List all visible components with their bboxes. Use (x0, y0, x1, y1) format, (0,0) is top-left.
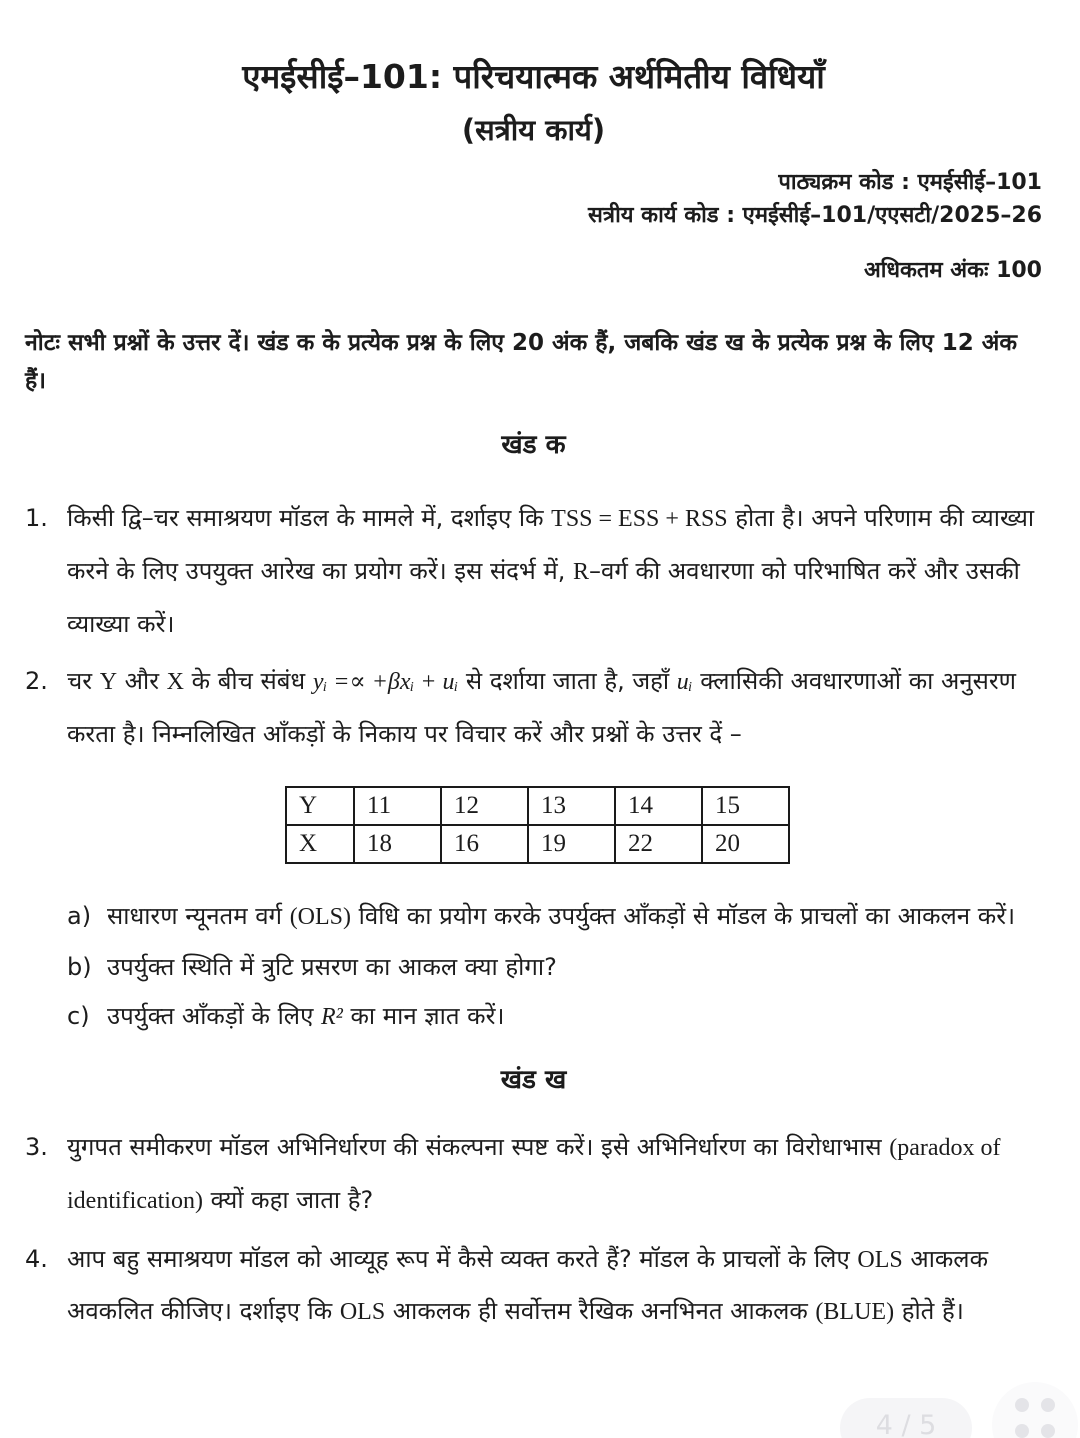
part-c-text: उपर्युक्त आँकड़ों के लिए R² का मान ज्ञात करें। (107, 1001, 505, 1030)
course-codes-block (25, 166, 1042, 232)
table-cell: 16 (441, 825, 528, 863)
section-b-heading: खंड ख (500, 1064, 567, 1095)
table-cell: 13 (528, 787, 615, 825)
data-table (285, 786, 790, 864)
question-2-part-b (67, 943, 1042, 992)
max-marks-line: अधिकतम अंकः 100 (863, 258, 1042, 284)
question-4-text: आप बहु समाश्रयण मॉडल को आव्यूह रूप में कैसे व्यक्त करते हैं? मॉडल के प्राचलों के लिए OLS आकलक अवकलित कीजिए। दर्शाइए कि OLS आकलक ही सर्वोत्तम रैखिक अनभिनत आकलक (BLUE) होते हैं। (67, 1244, 988, 1326)
question-2-part-a (67, 892, 1042, 942)
question-2-text: चर Y और X के बीच संबंध yᵢ =∝ +βxᵢ + uᵢ से दर्शाया जाता है, जहाँ uᵢ क्लासिकी अवधारणाओं का अनुसरण करता है। निम्नलिखित आँकड़ों के निकाय पर विचार करें और प्रश्नों के उत्तर दें – (67, 667, 1017, 748)
question-3-text: युगपत समीकरण मॉडल अभिनिर्धारण की संकल्पना स्पष्ट करें। इसे अभिनिर्धारण का विरोधाभास (paradox of identification) क्यों कहा जाता है? (67, 1133, 1001, 1214)
question-1-text: किसी द्वि–चर समाश्रयण मॉडल के मामले में, दर्शाइए कि TSS = ESS + RSS होता है। अपने परिणाम की व्याख्या करने के लिए उपयुक्त आरेख का प्रयोग करें। इस संदर्भ में, R–वर्ग की अवधारणा को परिभाषित करें और उसकी व्याख्या करें। (67, 504, 1035, 638)
page-title: एमईसीई–101: परिचयात्मक अर्थमितीय विधियाँ (242, 57, 825, 96)
question-1 (25, 493, 1042, 650)
section-a-heading: खंड क (501, 430, 566, 461)
grid-dots-icon (1015, 1398, 1055, 1438)
question-2-data-table-wrap (285, 786, 1042, 864)
instructions-note: नोटः सभी प्रश्नों के उत्तर दें। खंड क के प्रत्येक प्रश्न के लिए 20 अंक हैं, जबकि खंड ख के प्रत्येक प्रश्न के लिए 12 अंक हैं। (25, 330, 1018, 395)
assignment-code-line: सत्रीय कार्य कोड : एमईसीई–101/एएसटी/2025–26 (588, 203, 1042, 229)
table-cell: 12 (441, 787, 528, 825)
part-c-label: c) (67, 1001, 90, 1030)
table-cell: 19 (528, 825, 615, 863)
part-b-label: b) (67, 952, 92, 981)
page-subtitle: (सत्रीय कार्य) (461, 112, 606, 147)
table-row-y (286, 787, 789, 825)
table-cell: X (286, 825, 354, 863)
course-code-line: पाठ्यक्रम कोड : एमईसीई–101 (778, 170, 1042, 196)
question-2 (25, 656, 1042, 760)
table-cell: 15 (702, 787, 789, 825)
table-cell: 11 (354, 787, 441, 825)
table-cell: Y (286, 787, 354, 825)
question-3-number: 3. (25, 1133, 48, 1162)
table-row-x (286, 825, 789, 863)
part-a-text: साधारण न्यूनतम वर्ग (OLS) विधि का प्रयोग करके उपर्युक्त आँकड़ों से मॉडल के प्राचलों का आकलन करें। (107, 902, 1016, 931)
part-b-text: उपर्युक्त स्थिति में त्रुटि प्रसरण का आकल क्या होगा? (107, 952, 557, 981)
table-cell: 22 (615, 825, 702, 863)
table-cell: 20 (702, 825, 789, 863)
question-2-number: 2. (25, 667, 48, 696)
question-2-part-c (67, 992, 1042, 1042)
table-cell: 14 (615, 787, 702, 825)
question-4 (25, 1234, 1042, 1339)
question-1-number: 1. (25, 504, 48, 533)
question-3 (25, 1122, 1042, 1227)
question-4-number: 4. (25, 1244, 48, 1273)
part-a-label: a) (67, 902, 92, 931)
grid-menu-button[interactable] (992, 1382, 1078, 1438)
page-indicator: 4 / 5 (840, 1398, 972, 1438)
table-cell: 18 (354, 825, 441, 863)
